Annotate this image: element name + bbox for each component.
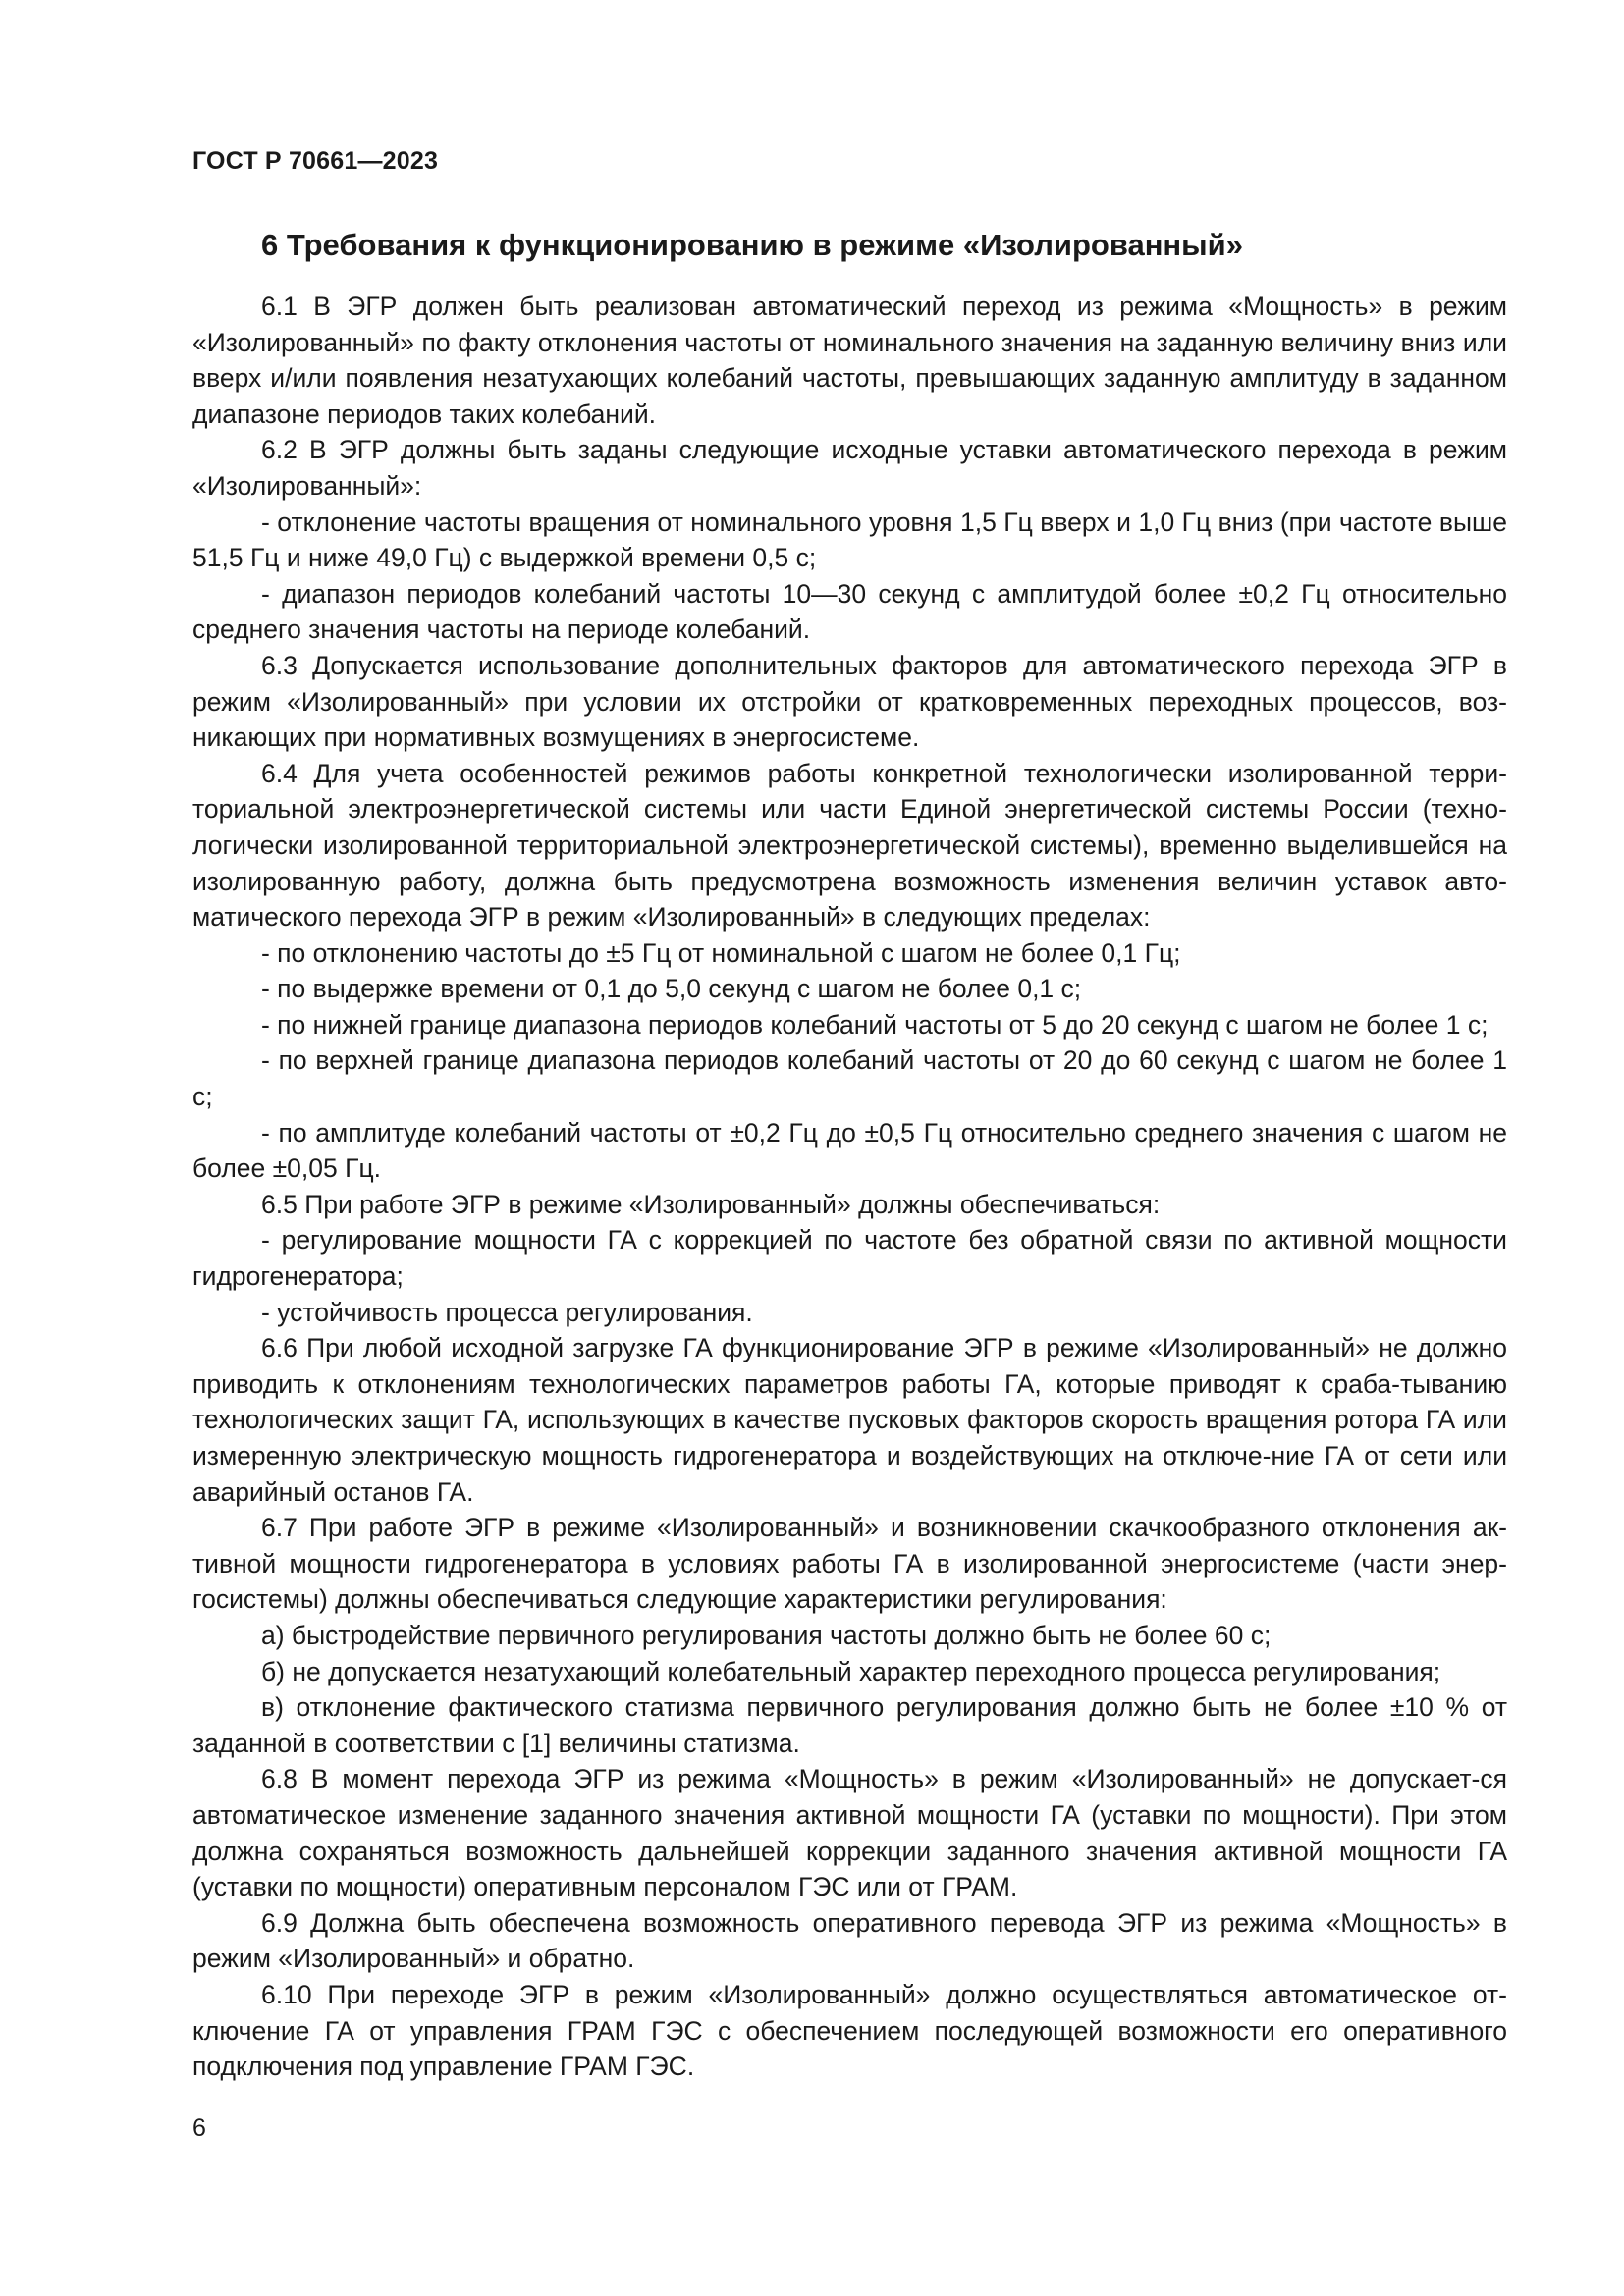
list-item: - диапазон периодов колебаний частоты 10—30 секунд с амплитудой более ±0,2 Гц относительно среднего значения частоты на периоде колебаний. [192,578,1507,645]
paragraph-6-10: 6.10 При переходе ЭГР в режим «Изолированный» должно осуществляться автоматическое от-ключение ГА от управления ГРАМ ГЭС с обеспечением последующей возможности его оперативного подключения под управление ГРАМ ГЭС. [192,1979,1507,2082]
list-item: - по выдержке времени от 0,1 до 5,0 секунд с шагом не более 0,1 с; [261,974,1082,1004]
list-item: - по амплитуде колебаний частоты от ±0,2 Гц до ±0,5 Гц относительно среднего значения с шагом не более ±0,05 Гц. [192,1117,1507,1184]
paragraph-6-9: 6.9 Должна быть обеспечена возможность оперативного перевода ЭГР из режима «Мощность» в режим «Изолированный» и обратно. [192,1907,1507,1974]
list-item: б) не допускается незатухающий колебательный характер переходного процесса регулирования; [261,1656,1441,1686]
list-item: - по нижней границе диапазона периодов колебаний частоты от 5 до 20 секунд с шагом не более 1 с; [261,1009,1489,1040]
page-number: 6 [192,2114,206,2142]
document-code-header: ГОСТ Р 70661—2023 [192,147,439,175]
paragraph-6-8: 6.8 В момент перехода ЭГР из режима «Мощность» в режим «Изолированный» не допускает-ся автоматическое изменение заданного значения активной мощности ГА (уставки по мощности). При этом должна сохраняться возможность дальнейшей коррекции заданного значения активной мощности ГА (уставки по мощности) оперативным персоналом ГЭС или от ГРАМ. [192,1764,1507,1902]
list-item: - регулирование мощности ГА с коррекцией по частоте без обратной связи по активной мощности гидрогенератора; [192,1225,1507,1292]
section-title: 6 Требования к функционированию в режиме «Изолированный» [261,228,1243,262]
section-body [192,289,1507,2085]
paragraph-6-3: 6.3 Допускается использование дополнительных факторов для автоматического перехода ЭГР в режим «Изолированный» при условии их отстройки от кратковременных переходных процессов, воз-никающих при нормативных возмущениях в энергосистеме. [192,650,1507,753]
paragraph-6-7: 6.7 При работе ЭГР в режиме «Изолированный» и возникновении скачкообразного отклонения ак-тивной мощности гидрогенератора в условиях работы ГА в изолированной энергосистеме (части энер-госистемы) должны обеспечиваться следующие характеристики регулирования: [192,1513,1507,1615]
paragraph-6-5: 6.5 При работе ЭГР в режиме «Изолированный» должны обеспечиваться: [261,1189,1161,1219]
list-item: - по отклонению частоты до ±5 Гц от номинальной с шагом не более 0,1 Гц; [261,937,1181,968]
list-item: в) отклонение фактического статизма первичного регулирования должно быть не более ±10 % от заданной в соответствии с [1] величины статизма. [192,1692,1507,1758]
paragraph-6-1: 6.1 В ЭГР должен быть реализован автоматический переход из режима «Мощность» в режим «Изолированный» по факту отклонения частоты от номинального значения на заданную величину вниз или вверх и/или появления незатухающих колебаний частоты, превышающих заданную амплитуду в заданном диапазоне периодов таких колебаний. [192,292,1507,429]
paragraph-6-2: 6.2 В ЭГР должны быть заданы следующие исходные уставки автоматического перехода в режим «Изолированный»: [192,435,1507,501]
list-item: - по верхней границе диапазона периодов колебаний частоты от 20 до 60 секунд с шагом не более 1 с; [192,1045,1507,1112]
list-item: - отклонение частоты вращения от номинального уровня 1,5 Гц вверх и 1,0 Гц вниз (при частоте выше 51,5 Гц и ниже 49,0 Гц) с выдержкой времени 0,5 с; [192,507,1507,573]
list-item: - устойчивость процесса регулирования. [261,1297,753,1327]
paragraph-6-6: 6.6 При любой исходной загрузке ГА функционирование ЭГР в режиме «Изолированный» не должно приводить к отклонениям технологических параметров работы ГА, которые приводят к сраба-тыванию технологических защит ГА, использующих в качестве пусковых факторов скорость вращения ротора ГА или измеренную электрическую мощность гидрогенератора и воздействующих на отключе-ние ГА от сети или аварийный останов ГА. [192,1333,1507,1507]
paragraph-6-4: 6.4 Для учета особенностей режимов работы конкретной технологически изолированной терри-ториальной электроэнергетической системы или части Единой энергетической системы России (техно-логически изолированной территориальной электроэнергетической системы), временно выделившейся на изолированную работу, должна быть предусмотрена возможность изменения величин уставок авто-матического перехода ЭГР в режим «Изолированный» в следующих пределах: [192,758,1507,933]
list-item: а) быстродействие первичного регулирования частоты должно быть не более 60 с; [261,1620,1272,1650]
